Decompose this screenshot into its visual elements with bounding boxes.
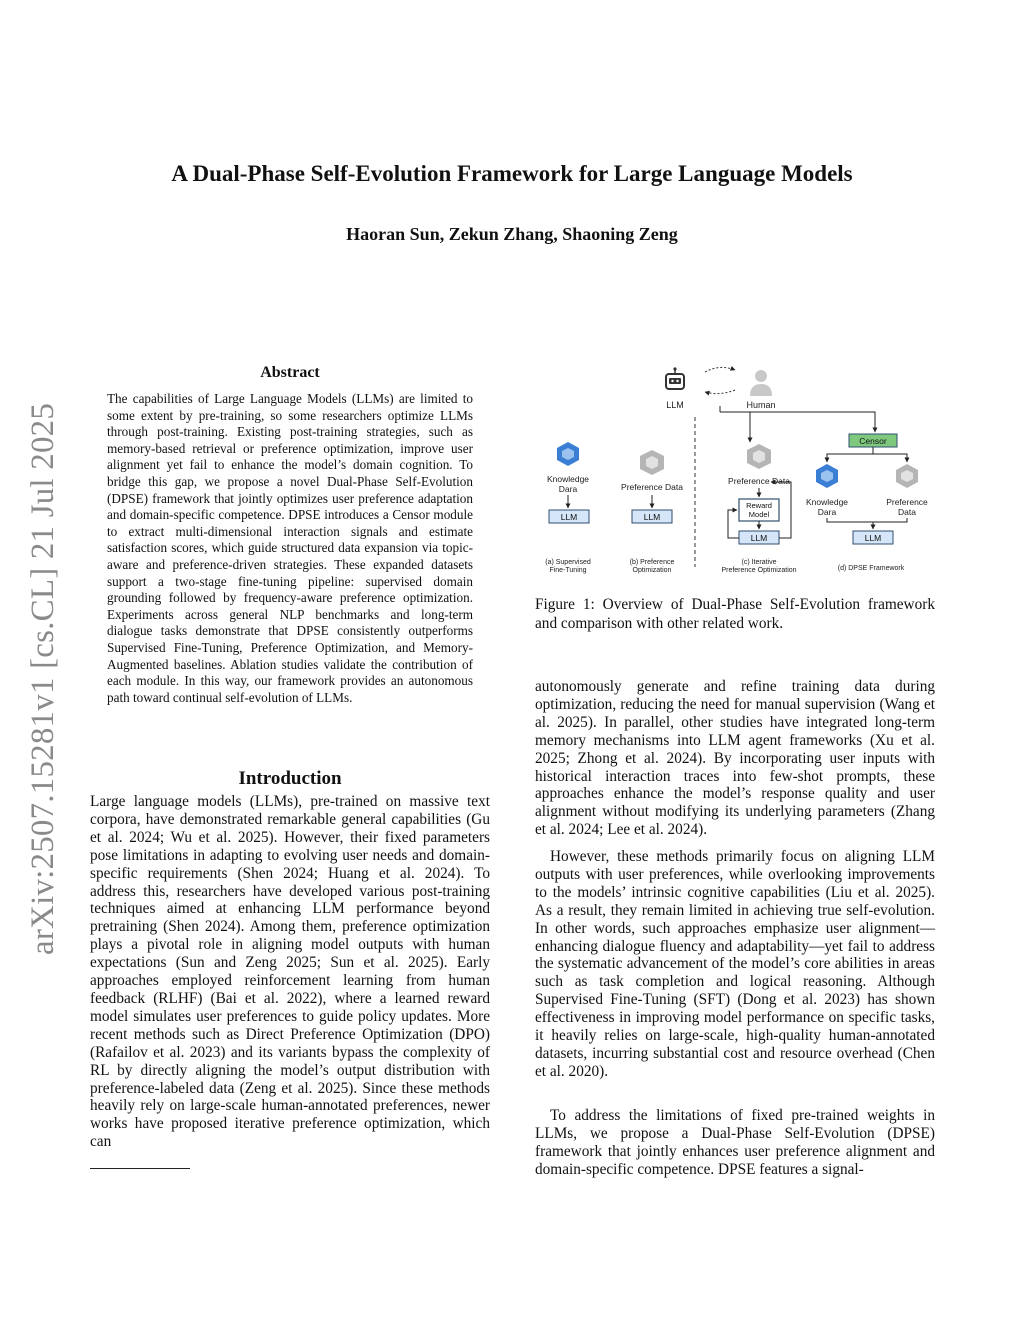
human-label: Human	[746, 400, 776, 410]
introduction-paragraph-4: To address the limitations of fixed pre-trained weights in LLMs, we propose a Dual-Phase Self-Evolution (DPSE) framework that jointly enhances user preference alignment and domain-specific competence. DPSE features a signal-	[535, 1107, 935, 1178]
preference-cube-icon-c	[747, 444, 771, 469]
figure-1-diagram	[535, 362, 935, 584]
abstract-heading: Abstract	[260, 364, 320, 381]
subcaption-d: (d) DPSE Framework	[837, 565, 905, 572]
knowledge-label-d-2: Dara	[817, 507, 837, 517]
human-icon	[750, 370, 772, 396]
llm-box-a-label: LLM	[560, 512, 578, 522]
preference-label-c: Preference Data	[728, 476, 790, 486]
introduction-paragraph-1: Large language models (LLMs), pre-trained on massive text corpora, have demonstrated remarkable general capabilities (Gu et al. 2024; Wu et al. 2025). However, their fixed parameters pose limitations in adapting to evolving user needs and domain-specific requirements (Shen 2024; Huang et al. 2024). To address this, researchers have developed various post-training techniques aimed at enhancing LLM performance beyond pretraining (Shen 2024). Among them, preference optimization plays a pivotal role in aligning model outputs with human expectations (Sun and Zeng 2025; Sun et al. 2025). Early approaches employed reinforcement learning from human feedback (RLHF) (Bai et al. 2022), where a learned reward model simulates user preferences to guide policy updates. More recent methods such as Direct Preference Optimization (DPO) (Rafailov et al. 2023) and its variants bypass the complexity of RL by directly aligning the model’s output distribution with preference-labeled data (Zeng et al. 2025). Since these methods heavily rely on large-scale human-annotated preferences, newer works have proposed iterative preference optimization, which can	[90, 793, 490, 1151]
knowledge-cube-icon-a	[557, 442, 579, 466]
llm-top-label: LLM	[666, 400, 684, 410]
abstract-text: The capabilities of Large Language Models (LLMs) are limited to some extent by pre-training, so some researchers optimize LLMs through post-training. Existing post-training strategies, such as memory-based retrieval or preference optimization, improve user alignment yet fail to enhance the model’s domain cognition. To bridge this gap, we propose a novel Dual-Phase Self-Evolution (DPSE) framework that jointly optimizes user preference adaptation and domain-specific competence. DPSE introduces a Censor module to extract multi-dimensional interaction signals and estimate satisfaction scores, which guide structured data expansion via topic-aware and preference-driven strategies. These expanded datasets support a two-stage fine-tuning pipeline: supervised domain grounding followed by frequency-aware preference optimization. Experiments across general NLP benchmarks and long-term dialogue tasks demonstrate that DPSE consistently outperforms Supervised Fine-Tuning, Preference Optimization, and Memory-Augmented baselines. Ablation studies validate the contribution of each module. In this way, our framework provides an autonomous path toward continual self-evolution of LLMs.	[107, 391, 473, 705]
knowledge-label-d: Knowledge	[805, 497, 849, 507]
subcaption-b-1: (b) Preference	[629, 559, 675, 566]
reward-label-2: Model	[748, 510, 770, 519]
exchange-arrows-icon	[705, 367, 735, 393]
knowledge-label-a-2: Dara	[558, 484, 578, 494]
introduction-paragraph-2: autonomously generate and refine training data during optimization, reducing the need for manual supervision (Wang et al. 2025). In parallel, other studies have integrated long-term memory mechanisms into LLM agent frameworks (Xu et al. 2025; Zhong et al. 2024). By incorporating user inputs with historical interaction traces into few-shot prompts, these approaches enhance the model’s response quality and user alignment without modifying its underlying parameters (Zhang et al. 2024; Lee et al. 2024).	[535, 678, 935, 839]
reward-label-1: Reward	[746, 501, 772, 510]
llm-box-c-label: LLM	[750, 533, 768, 543]
llm-box-b-label: LLM	[643, 512, 661, 522]
arxiv-identifier-stamp: arXiv:2507.15281v1 [cs.CL] 21 Jul 2025	[25, 402, 61, 955]
preference-cube-icon-d	[896, 464, 918, 488]
knowledge-cube-icon-d	[816, 464, 838, 488]
introduction-paragraph-3: However, these methods primarily focus on aligning LLM outputs with user preferences, while overlooking improvements to the models’ intrinsic cognitive capabilities (Liu et al. 2025). As a result, they remain limited in achieving true self-evolution. In other words, such approaches emphasize user alignment—enhancing dialogue fluency and adaptability—yet fail to address the systematic advancement of the model’s core abilities in areas such as task completion and logical reasoning. Although Supervised Fine-Tuning (SFT) (Dong et al. 2023) has shown effectiveness in improving model performance on specific tasks, it heavily relies on large-scale, high-quality human-annotated datasets, incurring substantial cost and resource overhead (Chen et al. 2020).	[535, 848, 935, 1080]
robot-icon	[666, 367, 684, 389]
subcaption-c-2: Preference Optimization	[721, 567, 797, 574]
paper-title: A Dual-Phase Self-Evolution Framework for Large Language Models	[171, 161, 853, 186]
preference-label-d: Preference	[886, 497, 928, 507]
dpse-overview-svg	[535, 362, 935, 584]
subcaption-b-2: Optimization	[632, 567, 672, 574]
subcaption-a-1: (a) Supervised	[545, 559, 591, 566]
censor-label: Censor	[859, 436, 887, 446]
preference-cube-icon-b	[640, 450, 664, 475]
preference-label-d-2: Data	[898, 507, 916, 517]
author-list: Haoran Sun, Zekun Zhang, Shaoning Zeng	[346, 224, 678, 244]
knowledge-label-a: Knowledge	[546, 474, 590, 484]
footnote-rule	[90, 1168, 190, 1169]
subcaption-a-2: Fine-Tuning	[549, 567, 587, 574]
introduction-heading: Introduction	[238, 768, 342, 789]
preference-label-b: Preference Data	[621, 482, 683, 492]
llm-box-d-label: LLM	[864, 533, 882, 543]
subcaption-c-1: (c) Iterative	[741, 559, 777, 566]
figure-1-caption: Figure 1: Overview of Dual-Phase Self-Evolution framework and comparison with other related work.	[535, 596, 935, 632]
